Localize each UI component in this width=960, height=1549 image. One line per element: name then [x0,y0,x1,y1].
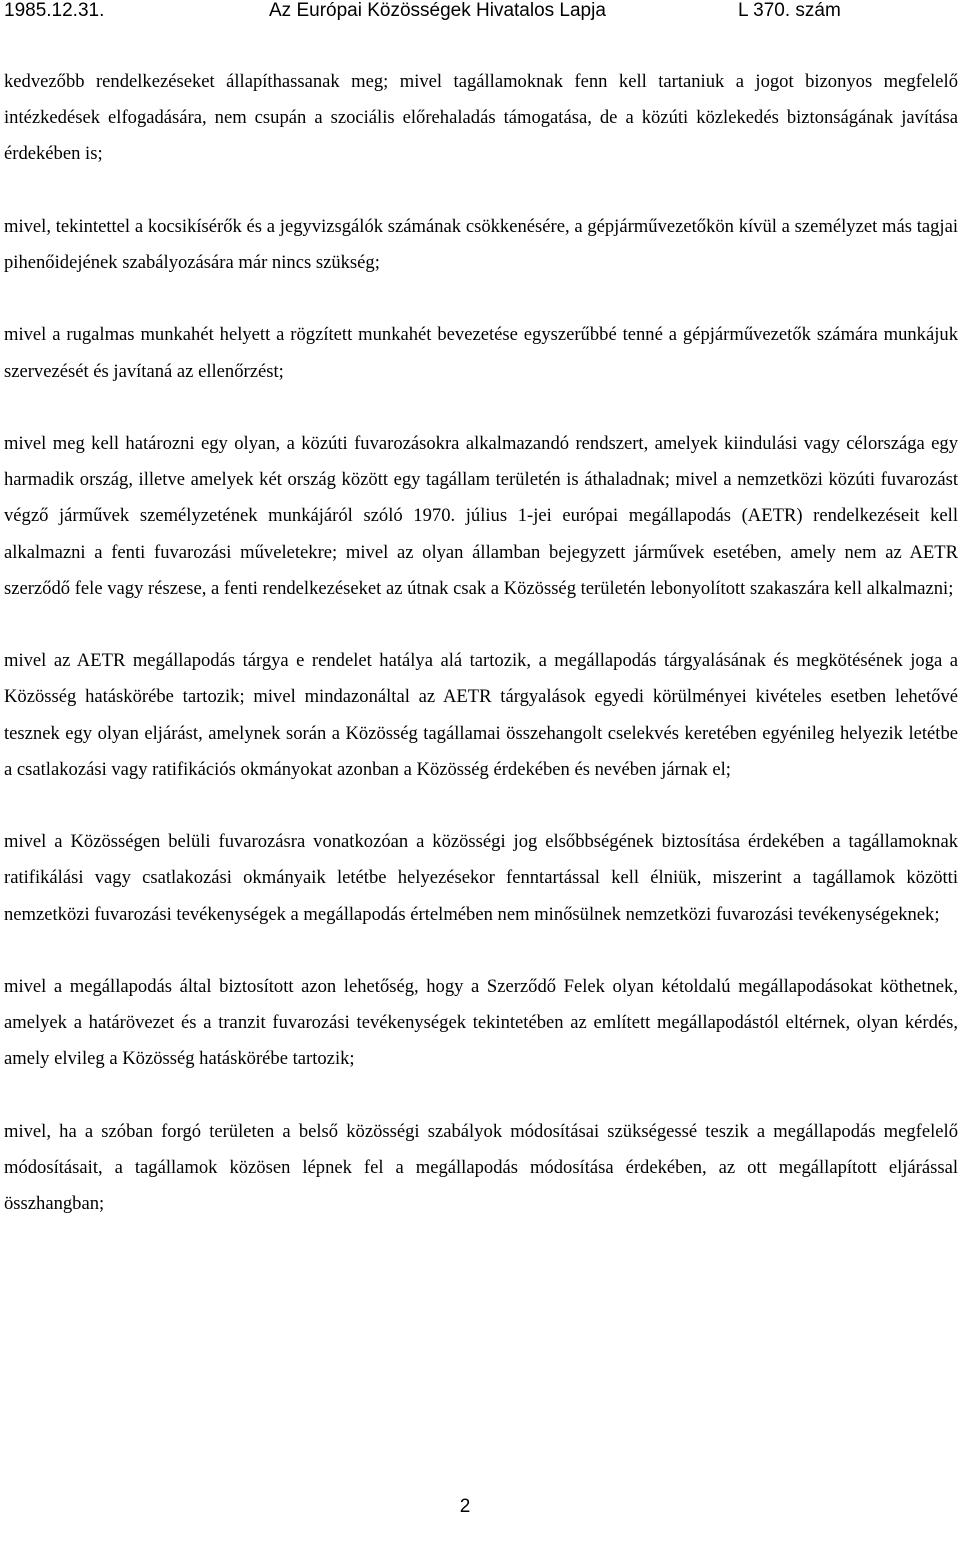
paragraph-4: mivel meg kell határozni egy olyan, a közúti fuvarozásokra alkalmazandó rendszert, amelyek kiindulási vagy célországa egy harmadik ország, illetve amelyek két ország között egy tagállam területén is áthaladnak; mivel a nemzetközi közúti fuvarozást végző járművek személyzetének munkájáról szóló 1970. július 1-jei európai megállapodás (AETR) rendelkezéseit kell alkalmazni a fenti fuvarozási műveletekre; mivel az olyan államban bejegyzett járművek esetében, amely nem az AETR szerződő fele vagy részese, a fenti rendelkezéseket az útnak csak a Közösség területén lebonyolított szakaszára kell alkalmazni; [4,432,958,599]
paragraph-2: mivel, tekintettel a kocsikísérők és a jegyvizsgálók számának csökkenésére, a gépjárművezetőkön kívül a személyzet más tagjai pihenőidejének szabályozására már nincs szükség; [4,215,958,273]
page-number: 2 [459,1496,471,1517]
paragraph-7: mivel a megállapodás által biztosított azon lehetőség, hogy a Szerződő Felek olyan kétoldalú megállapodásokat köthetnek, amelyek a határövezet és a tranzit fuvarozási tevékenységek tekintetében az említett megállapodástól eltérnek, olyan kérdés, amely elvileg a Közösség hatáskörébe tartozik; [4,975,958,1070]
paragraph-1: kedvezőbb rendelkezéseket állapíthassanak meg; mivel tagállamoknak fenn kell tartaniuk a jogot bizonyos megfelelő intézkedések elfogadására, nem csupán a szociális előrehaladás támogatása, de a közúti közlekedés biztonságának javítása érdekében is; [4,71,958,165]
paragraph-8: mivel, ha a szóban forgó területen a belső közösségi szabályok módosításai szükségessé teszik a megállapodás megfelelő módosításait, a tagállamok közösen lépnek fel a megállapodás módosítása érdekében, az ott megállapított eljárással összhangban; [4,1120,958,1215]
header-journal-title: Az Európai Közösségek Hivatalos Lapja [269,0,606,21]
document-body [4,64,958,1259]
header-issue-number: L 370. szám [738,0,841,21]
page-header [0,0,960,26]
paragraph-5: mivel az AETR megállapodás tárgya e rendelet hatálya alá tartozik, a megállapodás tárgyalásának és megkötésének joga a Közösség hatáskörébe tartozik; mivel mindazonáltal az AETR tárgyalások egyedi körülményei kivételes esetben lehetővé tesznek egy olyan eljárást, amelynek során a Közösség tagállamai összehangolt cselekvés keretében egyénileg helyezik letétbe a csatlakozási vagy ratifikációs okmányokat azonban a Közösség érdekében és nevében járnak el; [4,650,958,780]
paragraph-3: mivel a rugalmas munkahét helyett a rögzített munkahét bevezetése egyszerűbbé tenné a gépjárművezetők számára munkájuk szervezését és javítaná az ellenőrzést; [4,324,958,382]
paragraph-6: mivel a Közösségen belüli fuvarozásra vonatkozóan a közösségi jog elsőbbségének biztosítása érdekében a tagállamoknak ratifikálási vagy csatlakozási okmányaik letétbe helyezésekor fenntartással kell élniük, miszerint a tagállamok közötti nemzetközi fuvarozási tevékenységek a megállapodás értelmében nem minősülnek nemzetközi fuvarozási tevékenységeknek; [4,831,958,925]
header-date: 1985.12.31. [4,0,105,21]
